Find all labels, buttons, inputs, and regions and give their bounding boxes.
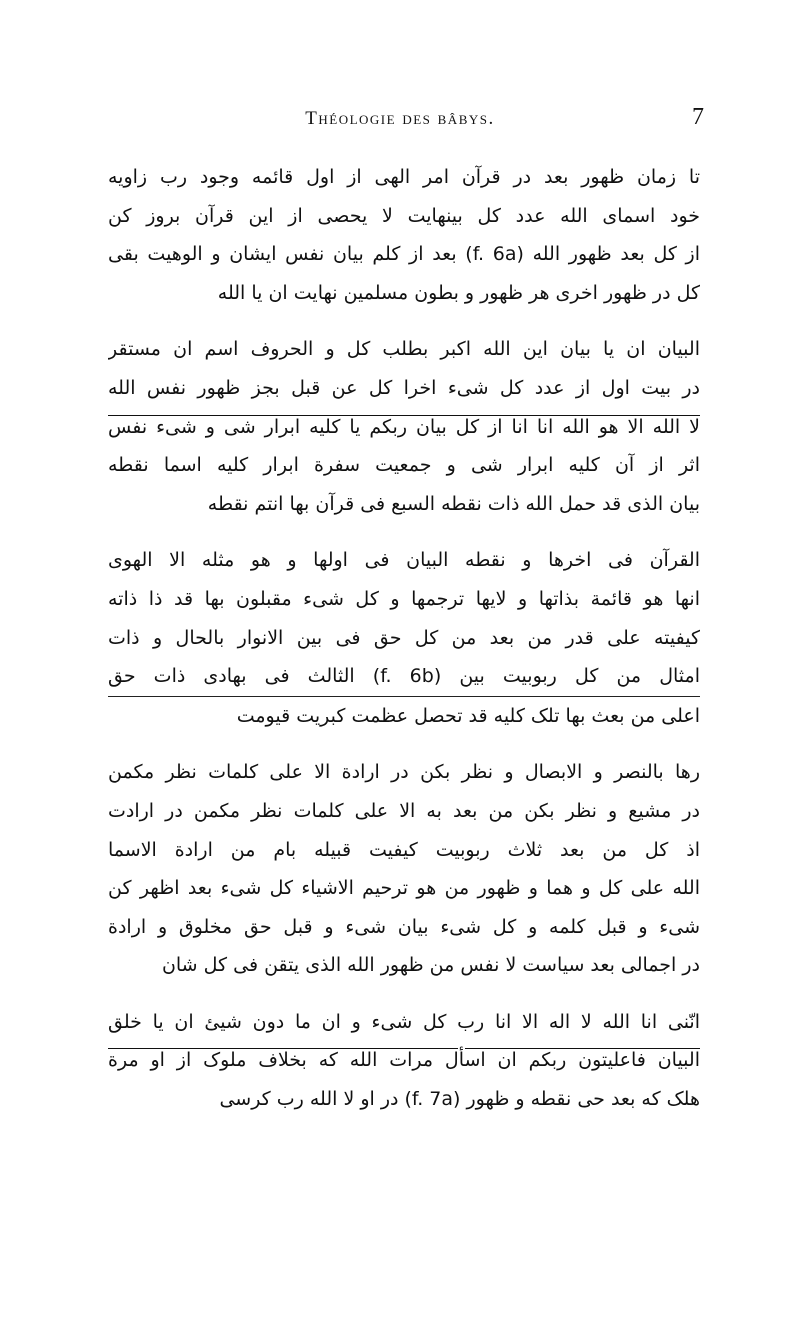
paragraph [108, 158, 700, 312]
text-line: از کل بعد ظهور الله (f. 6a) بعد از کلم بیان نفس ایشان و الوهیت بقی [108, 243, 700, 266]
text-line: انّنى انا الله لا اله الا انا رب کل شیء و ان ما دون شیئ ان یا خلق [108, 1010, 700, 1033]
text-line: لا الله الا هو الله انا انا از کل بیان ربکم یا کلیه ابرار شی و شیء نفس [108, 415, 700, 438]
running-title: Théologie des bâbys. [305, 108, 495, 129]
text-line: شیء و قبل کلمه و کل شیء بیان شیء و قبل حق مخلوق و ارادة [108, 915, 700, 938]
text-line: در اجمالی بعد سیاست لا نفس من ظهور الله الذی یتقن فی کل شان [161, 954, 700, 977]
arabic-body-text [108, 158, 700, 1137]
text-line: در بیت اول از عدد کل شیء اخرا کل عن قبل بجز ظهور نفس الله [108, 376, 700, 399]
text-line: رها بالنصر و الابصال و نظر بکن در ارادة الا علی کلمات نظر مکمن [108, 761, 700, 784]
paragraph [108, 1003, 700, 1119]
running-head [96, 104, 704, 138]
text-line: کیفیته علی قدر من بعد من کل حق فی بین الانوار بالحال و ذات [108, 626, 700, 649]
text-line: خود اسمای الله عدد کل بینهایت لا یحصی از این قرآن بروز کن [108, 204, 700, 227]
text-line: هلک که بعد حی نقطه و ظهور (f. 7a) در او لا الله رب کرسی [219, 1088, 700, 1111]
text-line: تا زمان ظهور بعد در قرآن امر الهی از اول قائمه وجود رب زاویه [108, 166, 700, 188]
text-line: اثر از آن کلیه ابرار شی و جمعیت سفرة ابرار کلیه اسما نقطه [108, 454, 700, 477]
page-number: 7 [692, 104, 704, 130]
paragraph [108, 330, 700, 523]
paragraph [108, 541, 700, 735]
text-line: بیان الذی قد حمل الله ذات نقطه السبع فی قرآن بها انتم نقطه [207, 492, 700, 515]
text-line: البیان فاعلیتون ربکم ان اسأل مرات الله که بخلاف ملوک از او مرة [108, 1049, 700, 1072]
text-line: البیان ان یا بیان این الله اکبر بطلب کل و الحروف اسم ان مستقر [108, 338, 700, 361]
paragraph [108, 753, 700, 985]
text-line: الله علی کل و هما و ظهور من هو ترحیم الاشیاء کل شیء بعد اظهر کن [108, 877, 700, 900]
text-line: امثال من کل ربوبیت بین (f. 6b) الثالث فی بهادی ذات حق [108, 665, 700, 688]
text-line: اذ کل من بعد ثلاث ربوبیت کیفیت قبیله بام من ارادة الاسما [108, 838, 700, 861]
text-line: انها هو قائمة بذاتها و لایها ترجمها و کل شیء مقبلون بها قد ذا ذاته [108, 587, 700, 610]
text-line: القرآن فی اخرها و نقطه البیان فی اولها و هو مثله الا الهوی [108, 549, 700, 572]
text-line: اعلی من بعث بها تلک کلیه قد تحصل عظمت کبریت قیومت [108, 696, 700, 736]
text-line: در مشیع و نظر بکن من بعد به الا علی کلمات نظر مکمن در ارادت [108, 799, 700, 822]
text-line: کل در ظهور اخرى هر ظهور و بطون مسلمین نهایت ان یا الله [217, 281, 700, 304]
